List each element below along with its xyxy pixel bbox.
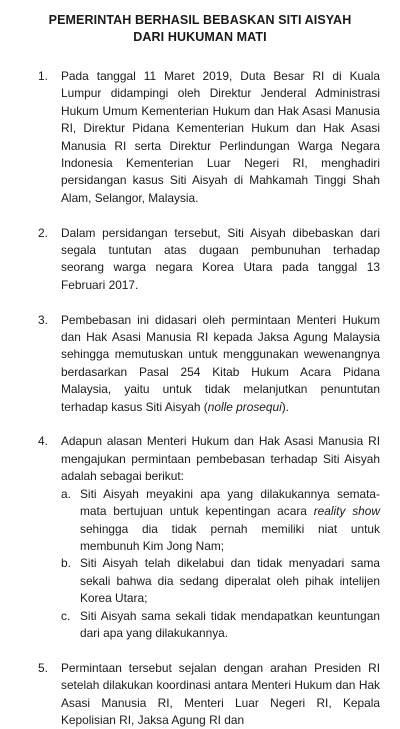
title-line-1: PEMERINTAH BERHASIL BEBASKAN SITI AISYAH	[48, 13, 352, 27]
item-text: Pada tanggal 11 Maret 2019, Duta Besar RI di Kuala Lumpur didampingi oleh Direktur Jenderal Administrasi Hukum Umum Kementerian Hukum dan Hak Asasi Manusia RI, Direktur Pidana Kementerian Hukum dan Hak Asasi Manusia RI serta Direktur Perlindungan Warga Negara Indonesia Kementerian Luar Negeri RI, menghadiri persidangan kasus Siti Aisyah di Mahkamah Tinggi Shah Alam, Selangor, Malaysia.	[61, 69, 380, 205]
sub-item-letter: b.	[61, 556, 71, 571]
list-item-5	[0, 660, 400, 729]
sub-item-c	[61, 608, 380, 643]
sub-item-letter: c.	[61, 608, 71, 623]
sub-item-a	[61, 486, 380, 556]
item-text: Permintaan tersebut sejalan dengan arahan Presiden RI setelah dilakukan koordinasi antara Menteri Hukum dan Hak Asasi Manusia RI, Menteri Luar Negeri RI, Kepala Kepolisian RI, Jaksa Agung RI dan	[61, 660, 380, 727]
title-line-2: DARI HUKUMAN MATI	[133, 30, 267, 44]
item-number: 1.	[38, 69, 48, 83]
item-number: 3.	[38, 312, 48, 327]
list-item-2	[0, 225, 400, 295]
sub-item-letter: a.	[61, 486, 71, 501]
sub-item-text-part: sehingga dia tidak pernah memiliki niat untuk membunuh Kim Jong Nam;	[80, 521, 380, 553]
item-text-part: ).	[281, 399, 290, 414]
list-item-1	[0, 68, 400, 207]
sub-item-text-part: Siti Aisyah meyakini apa yang dilakukannya semata-mata bertujuan untuk kepentingan acara	[80, 486, 380, 519]
list-item-4	[0, 433, 400, 642]
italic-term: reality show	[313, 504, 380, 519]
item-number: 2.	[38, 225, 48, 240]
list-item-3	[0, 312, 400, 416]
item-number: 4.	[38, 434, 48, 449]
document-title	[0, 12, 400, 46]
sub-item-text: Siti Aisyah telah dikelabui dan tidak menyadari sama sekali bahwa dia sedang diperalat oleh pihak intelijen Korea Utara;	[80, 556, 380, 606]
sub-list	[61, 486, 380, 643]
item-number: 5.	[38, 660, 48, 675]
numbered-list	[0, 68, 400, 729]
sub-item-b	[61, 555, 380, 607]
item-text	[61, 312, 380, 416]
italic-term: nolle prosequi	[207, 399, 282, 414]
item-text: Dalam persidangan tersebut, Siti Aisyah dibebaskan dari segala tuntutan atas dugaan pembunuhan terhadap seorang warga negara Korea Utara pada tanggal 13 Februari 2017.	[61, 225, 380, 292]
sub-item-text: Siti Aisyah sama sekali tidak mendapatkan keuntungan dari apa yang dilakukannya.	[80, 608, 380, 640]
item-intro: Adapun alasan Menteri Hukum dan Hak Asasi Manusia RI mengajukan permintaan pembebasan terhadap Siti Aisyah adalah sebagai berikut:	[61, 434, 380, 484]
item-text-part: Pembebasan ini didasari oleh permintaan Menteri Hukum dan Hak Asasi Manusia RI kepada Jaksa Agung Malaysia sehingga memutuskan untuk menggunakan wewenangnya berdasarkan Pasal 254 Kitab Hukum Acara Pidana Malaysia, yaitu untuk tidak melanjutkan penuntutan terhadap kasus Siti Aisyah (	[61, 312, 380, 414]
